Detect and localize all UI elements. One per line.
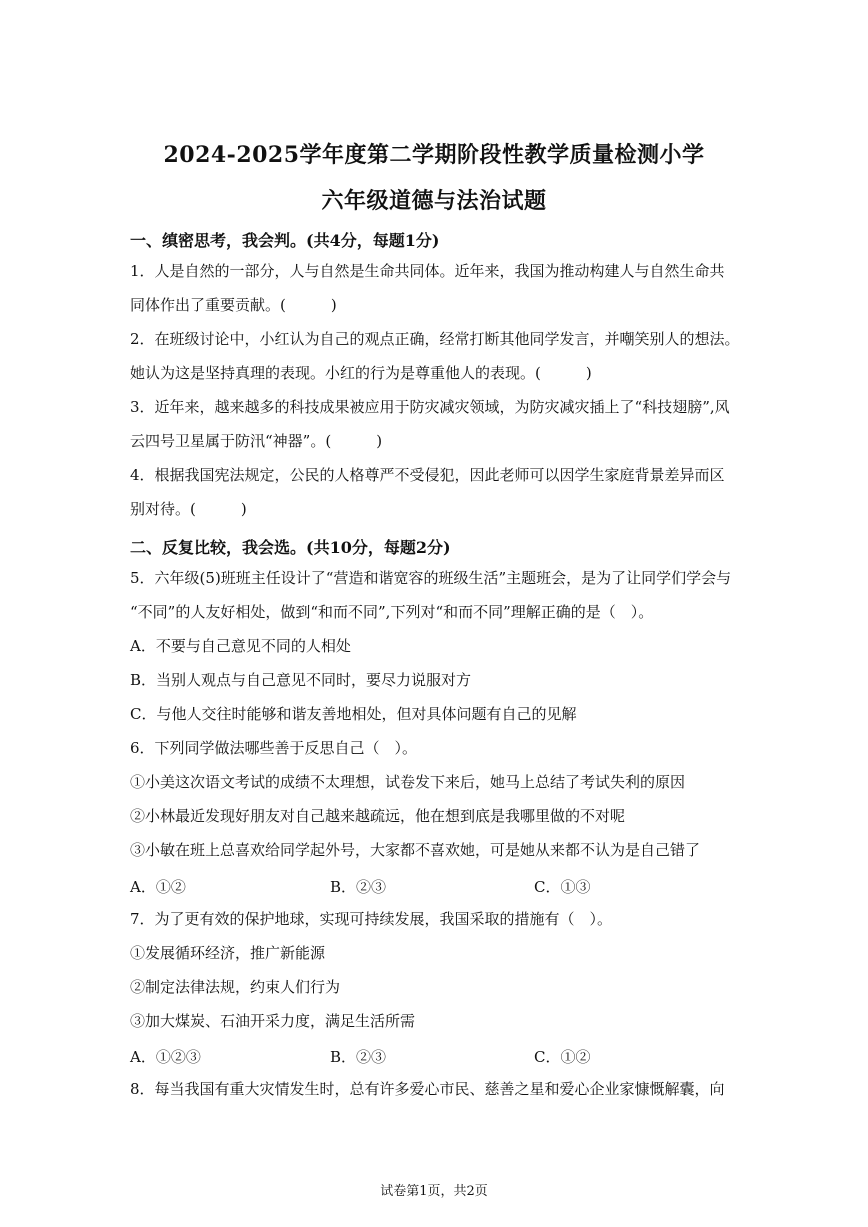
- section-heading-2: 二、反复比较，我会选。(共10分，每题2分): [130, 538, 451, 557]
- question-5-line-2: “不同”的人友好相处，做到“和而不同”,下列对“和而不同”理解正确的是（ ）。: [130, 603, 654, 621]
- question-1-line-1: 1．人是自然的一部分，人与自然是生命共同体。近年来，我国为推动构建人与自然生命共: [130, 262, 725, 280]
- question-7-item-2: ②制定法律法规，约束人们行为: [130, 978, 341, 996]
- question-4-line-1: 4．根据我国宪法规定，公民的人格尊严不受侵犯，因此老师可以因学生家庭背景差异而区: [130, 466, 725, 484]
- question-7-option-a: A．①②③: [130, 1048, 201, 1066]
- question-6-item-3: ③小敏在班上总喜欢给同学起外号，大家都不喜欢她，可是她从来都不认为是自己错了: [130, 841, 701, 859]
- question-7-item-3: ③加大煤炭、石油开采力度，满足生活所需: [130, 1012, 416, 1030]
- question-5-option-b: B．当别人观点与自己意见不同时，要尽力说服对方: [130, 671, 472, 689]
- question-6-item-2: ②小林最近发现好朋友对自己越来越疏远，他在想到底是我哪里做的不对呢: [130, 807, 626, 825]
- question-2-line-2: 她认为这是坚持真理的表现。小红的行为是尊重他人的表现。( ): [130, 364, 592, 382]
- exam-title: 2024-2025学年度第二学期阶段性教学质量检测小学: [163, 142, 705, 168]
- exam-subtitle: 六年级道德与法治试题: [321, 188, 547, 214]
- question-5-line-1: 5．六年级(5)班班主任设计了“营造和谐宽容的班级生活”主题班会，是为了让同学们学会与: [130, 569, 732, 587]
- question-4-line-2: 别对待。( ): [130, 500, 247, 518]
- question-8-line-1: 8．每当我国有重大灾情发生时，总有许多爱心市民、慈善之星和爱心企业家慷慨解囊，向: [130, 1080, 725, 1098]
- page-footer: 试卷第1页，共2页: [380, 1184, 488, 1199]
- question-6-stem: 6．下列同学做法哪些善于反思自己（ ）。: [130, 739, 418, 757]
- question-3-line-2: 云四号卫星属于防汛“神器”。( ): [130, 432, 383, 450]
- question-7-item-1: ①发展循环经济，推广新能源: [130, 944, 326, 962]
- question-3-line-1: 3．近年来，越来越多的科技成果被应用于防灾减灾领域，为防灾减灾插上了“科技翅膀”,风: [130, 398, 730, 416]
- question-6-options: [130, 876, 750, 894]
- question-7-option-b: B．②③: [330, 1048, 387, 1066]
- question-6-item-1: ①小美这次语文考试的成绩不太理想，试卷发下来后，她马上总结了考试失利的原因: [130, 773, 686, 791]
- question-7-options: [130, 1046, 750, 1064]
- question-5-option-a: A．不要与自己意见不同的人相处: [130, 637, 351, 655]
- question-6-option-b: B．②③: [330, 878, 387, 896]
- question-2-line-1: 2．在班级讨论中，小红认为自己的观点正确，经常打断其他同学发言，并嘲笑别人的想法。: [130, 330, 740, 348]
- question-1-line-2: 同体作出了重要贡献。( ): [130, 296, 337, 314]
- question-5-option-c: C．与他人交往时能够和谐友善地相处，但对具体问题有自己的见解: [130, 705, 577, 723]
- question-6-option-c: C．①③: [534, 878, 591, 896]
- question-7-option-c: C．①②: [534, 1048, 591, 1066]
- question-6-option-a: A．①②: [130, 878, 186, 896]
- section-heading-1: 一、缜密思考，我会判。(共4分，每题1分): [130, 231, 440, 250]
- question-7-stem: 7．为了更有效的保护地球，实现可持续发展，我国采取的措施有（ ）。: [130, 910, 613, 928]
